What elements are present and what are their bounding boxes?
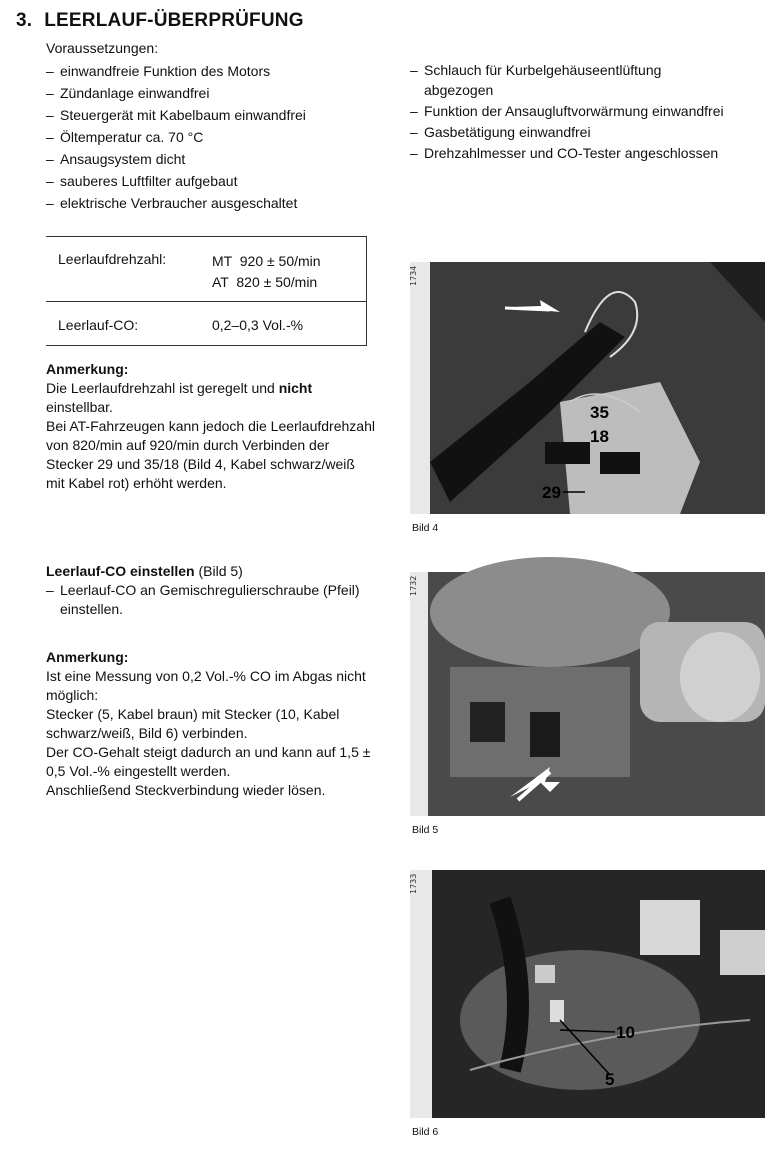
idle-speed-at: AT 820 ± 50/min: [212, 274, 318, 290]
note-1: [46, 360, 376, 493]
co-adjust-section: [46, 562, 376, 619]
list-item: – Öltemperatur ca. 70 °C: [46, 126, 386, 148]
note-text: [46, 379, 376, 417]
note-text-part: Die Leerlaufdrehzahl ist geregelt und: [46, 380, 279, 396]
list-item: – Schlauch für Kurbelgehäuseentlüftung abgezogen: [410, 60, 730, 100]
section-number: 3.: [16, 10, 33, 31]
note-text: Der CO-Gehalt steigt dadurch an und kann auf 1,5 ± 0,5 Vol.-% eingestellt werden.: [46, 744, 371, 779]
callout-label: 10: [616, 1023, 635, 1042]
co-adjust-steps: [46, 581, 376, 619]
note-heading: Anmerkung:: [46, 361, 129, 377]
callout-label: 18: [590, 427, 609, 446]
prerequisites-list-right: [410, 60, 730, 164]
note-text: Anschließend Steckverbindung wieder lösen.: [46, 782, 326, 798]
list-item: – Drehzahlmesser und CO-Tester angeschlossen: [410, 143, 730, 163]
list-item: – Zündanlage einwandfrei: [46, 82, 386, 104]
engine-photo-6: [410, 870, 765, 1118]
figure-code: 1734: [409, 265, 418, 286]
idle-speed-label: Leerlaufdrehzahl:: [58, 251, 167, 267]
note-text: Stecker (5, Kabel braun) mit Stecker (10, Kabel schwarz/weiß, Bild 6) verbinden.: [46, 706, 340, 741]
co-adjust-ref: (Bild 5): [194, 563, 243, 579]
prerequisites-label: Voraussetzungen:: [46, 40, 159, 56]
note-text-part: einstellbar.: [46, 399, 113, 415]
note-text: Ist eine Messung von 0,2 Vol.-% CO im Abgas nicht möglich:: [46, 668, 366, 703]
figure-caption: Bild 6: [412, 1126, 439, 1138]
co-adjust-heading: [46, 562, 376, 581]
list-item: – Funktion der Ansaugluftvorwärmung einwandfrei: [410, 101, 730, 121]
idle-speed-values: [212, 251, 321, 293]
figure-photo-5: [410, 572, 765, 816]
table-divider: [46, 301, 366, 302]
note-heading: Anmerkung:: [46, 649, 129, 665]
section-title: LEERLAUF-ÜBERPRÜFUNG: [44, 10, 304, 31]
engine-photo-4: [410, 262, 765, 514]
list-item: – Leerlauf-CO an Gemischregulierschraube (Pfeil) einstellen.: [46, 581, 376, 619]
figure-caption: Bild 5: [412, 824, 439, 836]
idle-co-value: 0,2–0,3 Vol.-%: [212, 317, 304, 333]
note-2: [46, 648, 376, 800]
note-text: Bei AT-Fahrzeugen kann jedoch die Leerlaufdrehzahl von 820/min auf 920/min durch Verbinden der Stecker 29 und 35/18 (Bild 4, Kabel schwarz/weiß mit Kabel rot) erhöht werden.: [46, 418, 375, 491]
callout-label: 5: [605, 1070, 615, 1089]
note-text-emphasis: nicht: [278, 380, 313, 396]
list-item: – Steuergerät mit Kabelbaum einwandfrei: [46, 104, 386, 126]
list-item: – Gasbetätigung einwandfrei: [410, 122, 730, 142]
callout-label: 29: [542, 483, 561, 502]
figure-code: 1732: [409, 575, 418, 596]
co-adjust-title: Leerlauf-CO einstellen: [46, 563, 195, 579]
figure-caption: Bild 4: [412, 522, 439, 534]
idle-co-label: Leerlauf-CO:: [58, 317, 139, 333]
figure-photo-6: [410, 870, 765, 1118]
engine-photo-5: [410, 572, 765, 816]
list-item: – Ansaugsystem dicht: [46, 148, 386, 170]
section-heading: [16, 10, 304, 32]
spec-table: [46, 236, 367, 346]
idle-speed-mt: MT 920 ± 50/min: [212, 253, 321, 269]
figure-code: 1733: [409, 873, 418, 894]
list-item: – einwandfreie Funktion des Motors: [46, 60, 386, 82]
figure-photo-4: [410, 262, 765, 514]
list-item: – elektrische Verbraucher ausgeschaltet: [46, 192, 386, 214]
prerequisites-list-left: [46, 60, 386, 214]
callout-label: 35: [590, 403, 609, 422]
list-item: – sauberes Luftfilter aufgebaut: [46, 170, 386, 192]
